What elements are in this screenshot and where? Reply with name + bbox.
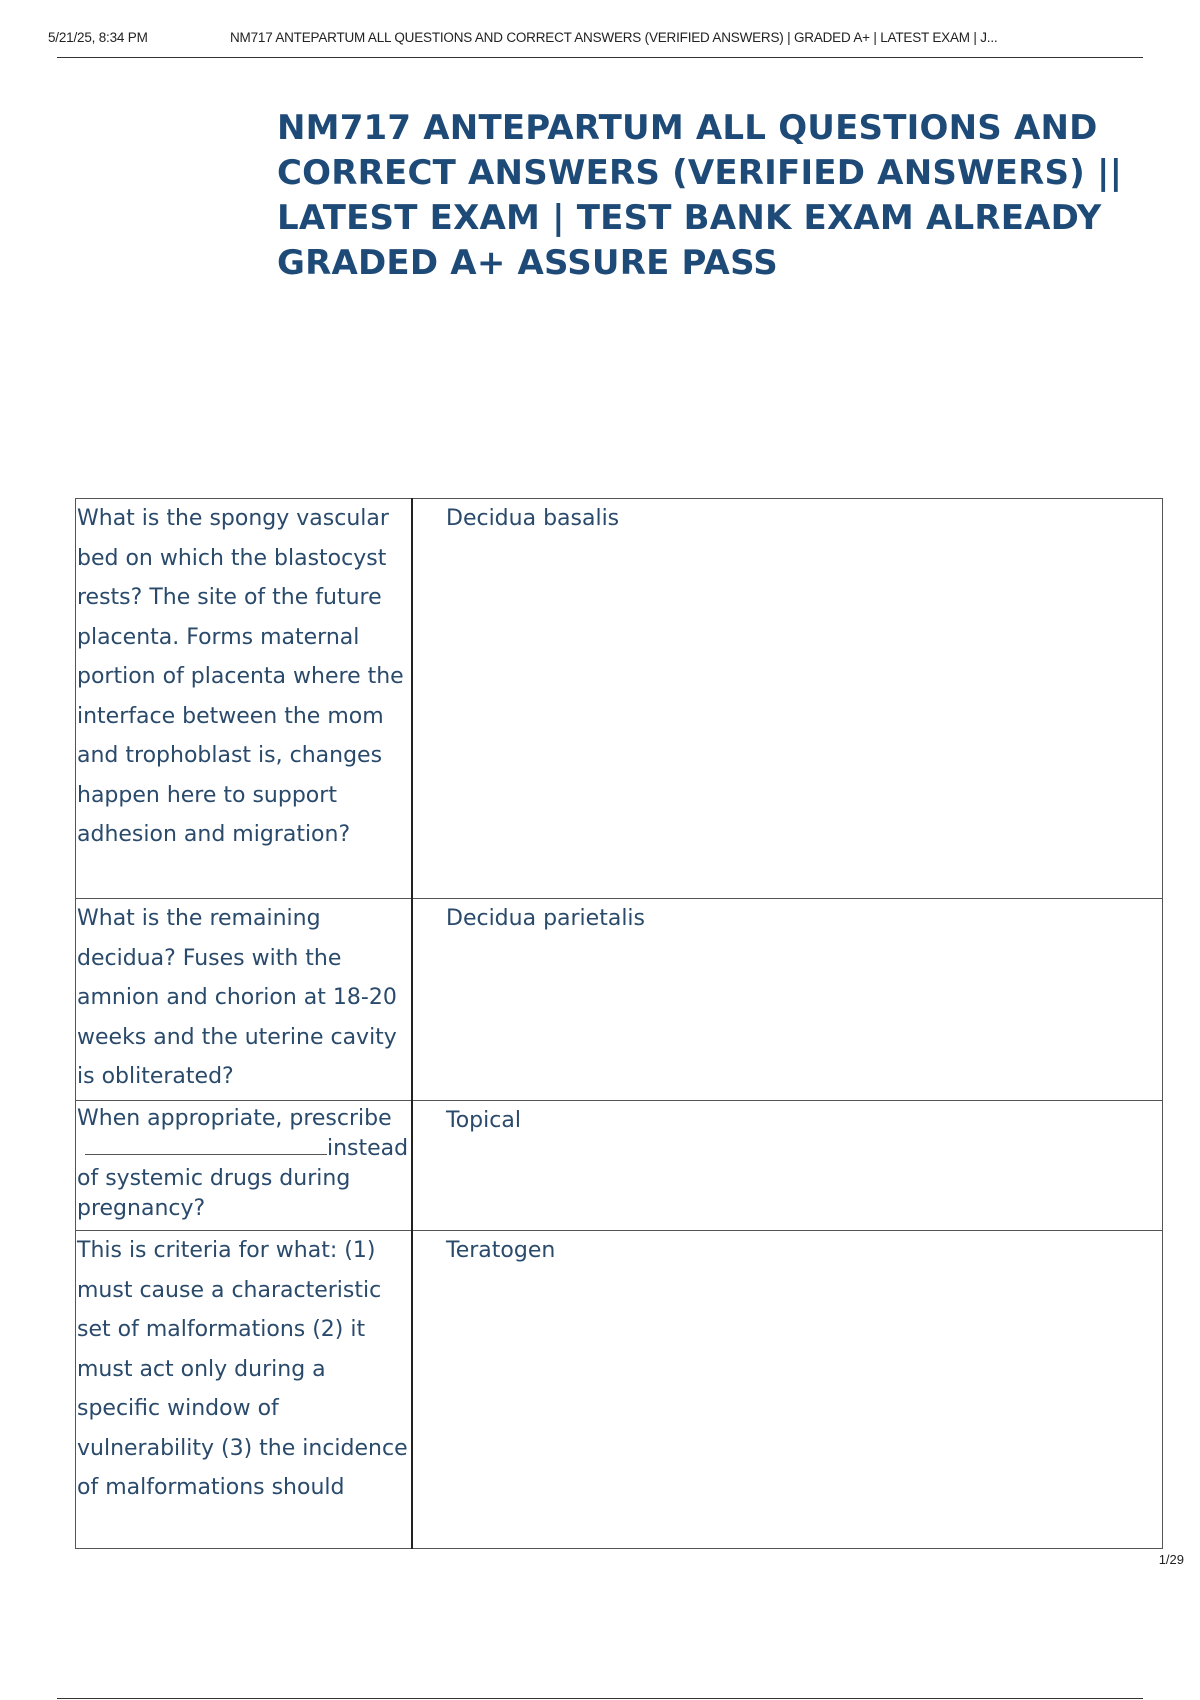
answer-cell: Topical bbox=[412, 1101, 1163, 1231]
question-text-end: of systemic drugs during pregnancy? bbox=[77, 1166, 351, 1221]
fill-in-question bbox=[77, 1101, 411, 1224]
print-document-title: NM717 ANTEPARTUM ALL QUESTIONS AND CORRECT ANSWERS (VERIFIED ANSWERS) | GRADED A+ | LATEST EXAM | J... bbox=[230, 30, 998, 45]
answer-cell: Teratogen bbox=[412, 1231, 1163, 1549]
question-text-mid: instead bbox=[327, 1136, 409, 1161]
question-cell: What is the remaining decidua? Fuses with the amnion and chorion at 18-20 weeks and the uterine cavity is obliterated? bbox=[76, 899, 413, 1101]
qa-table bbox=[75, 498, 1163, 1549]
table-row bbox=[76, 1101, 1163, 1231]
answer-blank bbox=[85, 1134, 327, 1155]
document-title: NM717 ANTEPARTUM ALL QUESTIONS AND CORRECT ANSWERS (VERIFIED ANSWERS) || LATEST EXAM | TEST BANK EXAM ALREADY GRADED A+ ASSURE PASS bbox=[277, 108, 1123, 283]
question-cell: This is criteria for what: (1) must cause a characteristic set of malformations (2) it must act only during a specific window of vulnerability (3) the incidence of malformations should bbox=[76, 1231, 413, 1549]
print-date: 5/21/25, 8:34 PM bbox=[48, 30, 148, 45]
answer-cell: Decidua parietalis bbox=[412, 899, 1163, 1101]
print-header bbox=[48, 28, 1178, 52]
page-number: 1/29 bbox=[1158, 1552, 1184, 1567]
answer-cell: Decidua basalis bbox=[412, 499, 1163, 899]
header-divider bbox=[57, 57, 1143, 58]
table-row bbox=[76, 1231, 1163, 1549]
table-row bbox=[76, 899, 1163, 1101]
question-cell bbox=[76, 1101, 413, 1231]
table-row bbox=[76, 499, 1163, 899]
question-cell: What is the spongy vascular bed on which the blastocyst rests? The site of the future placenta. Forms maternal portion of placenta where the interface between the mom and trophoblast is, changes happen here to support adhesion and migration? bbox=[76, 499, 413, 899]
footer-divider bbox=[57, 1698, 1143, 1699]
question-text-start: When appropriate, prescribe bbox=[77, 1106, 392, 1131]
